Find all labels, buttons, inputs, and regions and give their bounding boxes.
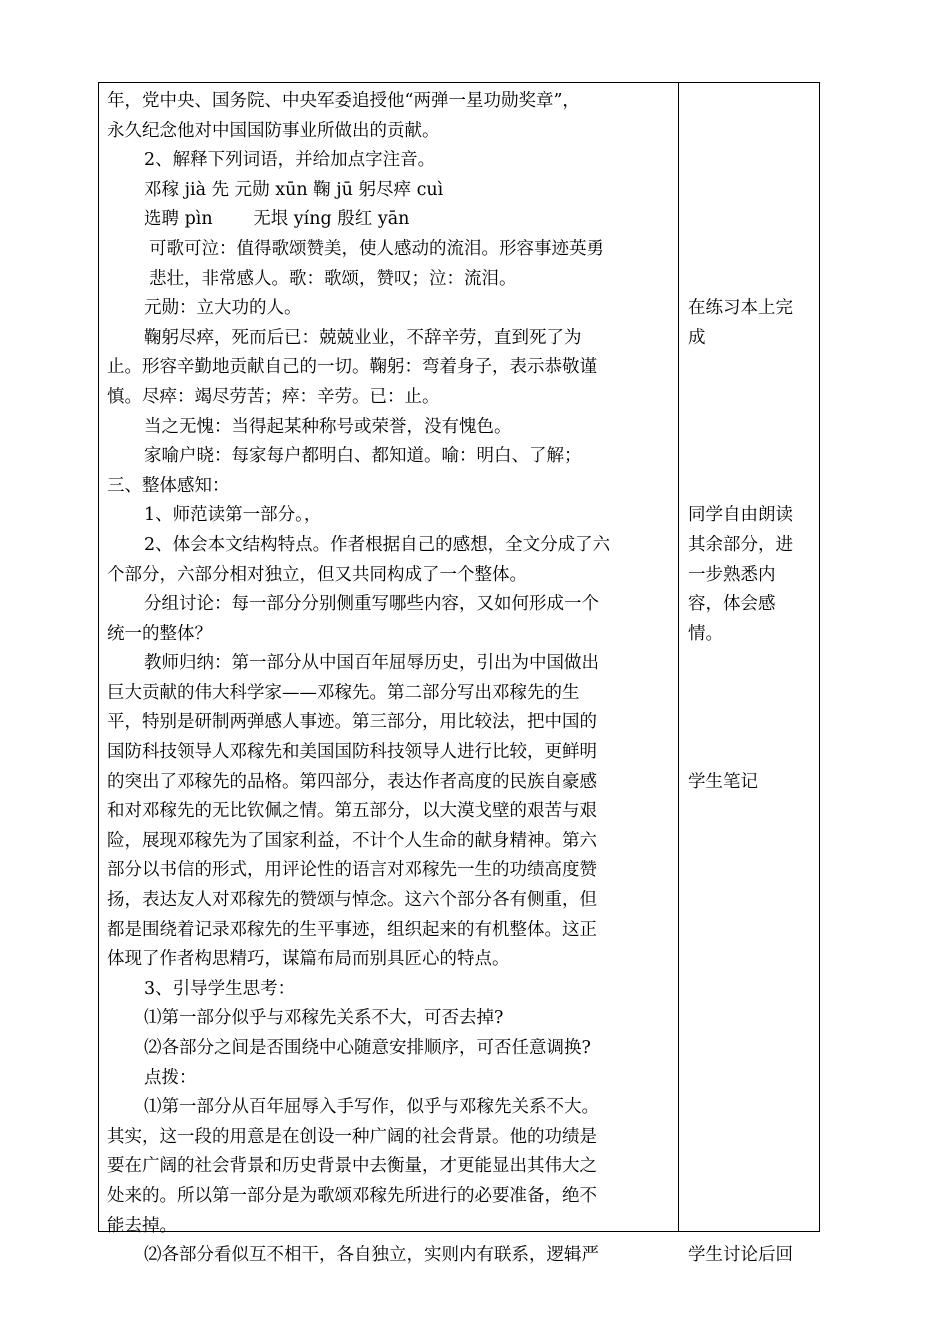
text-line: 当之无愧：当得起某种称号或荣誉，没有愧色。: [144, 416, 512, 437]
text-line: 止。形容辛勤地贡献自己的一切。鞠躬：弯着身子，表示恭敬谨: [107, 357, 597, 378]
text-line: 部分以书信的形式，用评论性的语言对邓稼先一生的功绩高度赞: [107, 860, 597, 881]
text-line: ⑴第一部分从百年屈辱入手写作，似乎与邓稼先关系不大。: [144, 1097, 599, 1118]
text-line: 教师归纳：第一部分从中国百年屈辱历史，引出为中国做出: [144, 653, 599, 674]
text-line: 巨大贡献的伟大科学家——邓稼先。第二部分写出邓稼先的生: [107, 682, 580, 703]
activity-note: [688, 768, 816, 798]
text-line: 和对邓稼先的无比钦佩之情。第五部分，以大漠戈壁的艰苦与艰: [107, 801, 597, 822]
text-line: 慎。尽瘁：竭尽劳苦；瘁：辛劳。已：止。: [107, 386, 440, 407]
activity-note-line: 容，体会感: [688, 594, 776, 615]
text-line: 3、引导学生思考：: [144, 978, 296, 999]
text-line: 年，党中央、国务院、中央军委追授他“两弹一星功勋奖章”，: [107, 91, 580, 111]
text-line: 2、体会本文结构特点。作者根据自己的感想，全文分成了六: [144, 534, 611, 555]
lesson-content-column: [107, 87, 673, 1271]
column-divider: [678, 83, 679, 1231]
text-line: 扬，表达友人对邓稼先的赞颂与悼念。这六个部分各有侧重，但: [107, 890, 597, 911]
activity-note-line: 其余部分，进: [688, 534, 793, 555]
activity-note-line: 学生讨论后回: [688, 1245, 793, 1266]
text-line: 其实，这一段的用意是在创设一种广阔的社会背景。他的功绩是: [107, 1126, 597, 1147]
text-line: 2、解释下列词语，并给加点字注音。: [144, 150, 436, 171]
text-line: 1、师范读第一部分。，: [144, 505, 322, 526]
activity-note-line: 学生笔记: [688, 771, 758, 792]
text-line: 悲壮，非常感人。歌：歌颂，赞叹；泣：流泪。: [149, 268, 517, 289]
text-line: 体现了作者构思精巧，谋篇布局而别具匠心的特点。: [107, 949, 510, 970]
text-line: 的突出了邓稼先的品格。第四部分，表达作者高度的民族自豪感: [107, 771, 597, 792]
activity-note-line: 成: [688, 327, 706, 348]
text-line: 平，特别是研制两弹感人事迹。第三部分，用比较法，把中国的: [107, 712, 597, 733]
text-line: 邓稼 jià 先 元勋 xūn 鞠 jū 躬尽瘁 cuì: [144, 179, 444, 200]
text-line: 要在广阔的社会背景和历史背景中去衡量，才更能显出其伟大之: [107, 1156, 597, 1177]
text-line: 国防科技领导人邓稼先和美国国防科技领导人进行比较，更鲜明: [107, 742, 597, 763]
text-line: 家喻户晓：每家每户都明白、都知道。喻：明白、了解；: [144, 446, 582, 467]
text-line: 可歌可泣：值得歌颂赞美，使人感动的流泪。形容事迹英勇: [149, 238, 604, 259]
text-line: ⑵各部分之间是否围绕中心随意安排顺序，可否任意调换?: [144, 1038, 591, 1058]
text-line: 分组讨论：每一部分分别侧重写哪些内容，又如何形成一个: [144, 594, 599, 615]
text-line: 元勋：立大功的人。: [144, 298, 302, 319]
activity-note-line: 情。: [688, 623, 723, 644]
activity-note: [688, 1241, 816, 1271]
text-line: 个部分，六部分相对独立，但又共同构成了一个整体。: [107, 564, 527, 585]
text-line: 点拨：: [144, 1067, 197, 1088]
lesson-table: [98, 82, 820, 1266]
activity-note-line: 同学自由朗读: [688, 505, 793, 526]
text-line: ⑵各部分看似互不相干，各自独立，实则内有联系，逻辑严: [144, 1245, 599, 1266]
text-line: 统一的整体？: [107, 623, 212, 644]
text-line: 鞠躬尽瘁，死而后已：兢兢业业，不辞辛劳，直到死了为: [144, 327, 582, 348]
activity-note-line: 一步熟悉内: [688, 564, 776, 585]
text-line: 三、整体感知：: [107, 475, 230, 496]
text-line: 都是围绕着记录邓稼先的生平事迹，组织起来的有机整体。这正: [107, 919, 597, 940]
text-line: 处来的。所以第一部分是为歌颂邓稼先所进行的必要准备，绝不: [107, 1185, 597, 1206]
text-line: 险，展现邓稼先为了国家利益，不计个人生命的献身精神。第六: [107, 830, 597, 851]
activity-note: [688, 501, 816, 649]
text-line: ⑴第一部分似乎与邓稼先关系不大，可否去掉?: [144, 1008, 504, 1029]
text-line: 永久纪念他对中国国防事业所做出的贡献。: [107, 120, 440, 141]
text-line: 选聘 pìn 无垠 yíng 殷红 yān: [144, 209, 410, 230]
activity-note: [688, 294, 816, 353]
text-line: 能去掉。: [107, 1215, 177, 1236]
activity-note-line: 在练习本上完: [688, 298, 793, 319]
